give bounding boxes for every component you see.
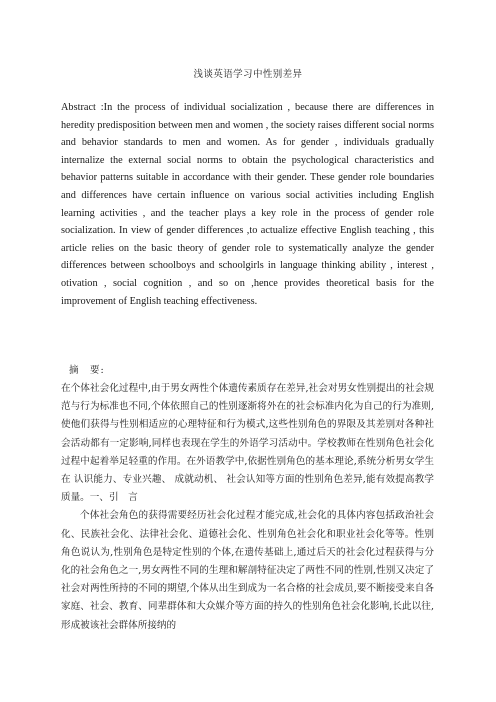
english-abstract: Abstract :In the process of individual socialization , because there are differences in heredity predisposition between men and women , the society raises different social norms and behavior standards to men and women. As for gender , individuals gradually internalize the external social norms to obtain the psychological characteristics and behavior patterns suitable in accordance with their gender. These gender role boundaries and differences have certain influence on various social activities including English learning activities , and the teacher plays a key role in the process of gender role socialization. In view of gender differences ,to actualize effective English teaching , this article relies on the basic theory of gender role to systematically analyze the gender differences between schoolboys and schoolgirls in language thinking ability , interest , otivation , social cognition , and so on ,hence provides theoretical basis for the improvement of English teaching effectiveness. <box>61 102 434 307</box>
summary-paragraph: 在个体社会化过程中,由于男女两性个体遗传素质存在差异,社会对男女性别提出的社会规范与行为标准也不同,个体依照自己的性别逐渐将外在的社会标准内化为自己的行为准则,使他们获得与性别相适应的心理特征和行为模式,这些性别角色的界限及其差别对各种社会活动都有一定影响,同样也表现在学生的外语学习活动中。学校教师在性别角色社会化过程中起着举足轻重的作用。在外语教学中,依据性别角色的基本理论,系统分析男女学生在 认识能力、专业兴趣、 成就动机、 社会认知等方面的性别角色差异,能有效提高教学质量。一、引 言 <box>61 383 434 504</box>
summary-label: 摘 要: <box>69 365 105 376</box>
body-paragraph: 个体社会角色的获得需要经历社会化过程才能完成,社会化的具体内容包括政治社会化、民族社会化、法律社会化、道德社会化、性别角色社会化和职业社会化等等。性别角色说认为,性别角色是特定性别的个体,在遗传基础上,通过后天的社会化过程获得与分化的社会角色之一,男女两性不同的生理和解剖特征决定了两性不同的性别,性别又决定了社会对两性所持的不同的期望,个体从出生到成为一名合格的社会成员,要不断接受来自各家庭、社会、教育、同辈群体和大众媒介等方面的持久的性别角色社会化影响,长此以往,形成被该社会群体所接纳的 <box>61 510 434 631</box>
document-title: 浅谈英语学习中性别差异 <box>193 69 303 80</box>
chinese-body <box>61 380 434 635</box>
